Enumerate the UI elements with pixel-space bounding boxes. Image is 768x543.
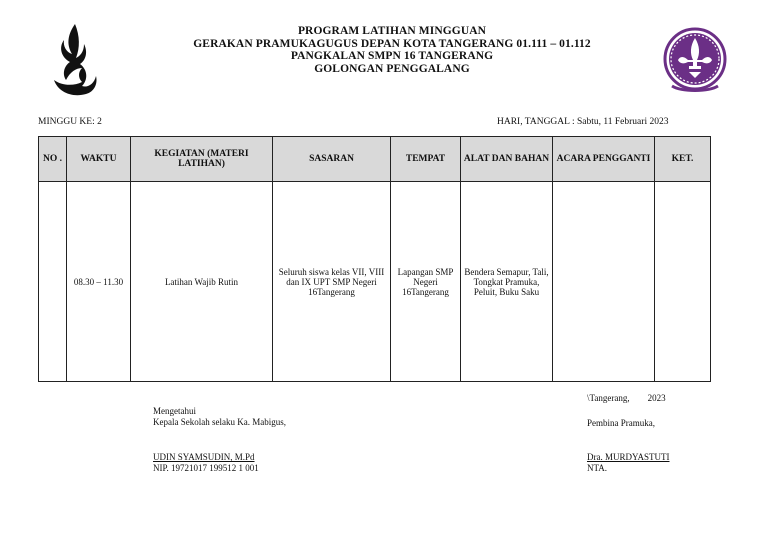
signature-left-id: NIP. 19721017 199512 1 001	[153, 463, 259, 473]
signature-left-name: UDIN SYAMSUDIN, M.Pd	[153, 452, 255, 462]
cell-waktu: 08.30 – 11.30	[67, 182, 131, 382]
week-number: MINGGU KE: 2	[38, 117, 102, 127]
signature-right-id: NTA.	[587, 463, 608, 473]
col-header-no: NO .	[39, 137, 67, 182]
col-header-acara: ACARA PENGGANTI	[553, 137, 655, 182]
schedule-table	[38, 136, 711, 382]
signature-left-label-1: Mengetahui	[153, 406, 196, 416]
signature-left-identity	[153, 452, 259, 474]
header-line-1: PROGRAM LATIHAN MINGGUAN	[297, 25, 487, 37]
col-header-tempat: TEMPAT	[391, 137, 461, 182]
cell-no	[39, 182, 67, 382]
col-header-sasaran: SASARAN	[273, 137, 391, 182]
col-header-waktu: WAKTU	[67, 137, 131, 182]
world-scout-emblem-icon	[662, 26, 728, 98]
header-line-3: PANGKALAN SMPN 16 TANGERANG	[290, 50, 494, 62]
col-header-kegiatan: KEGIATAN (MATERI LATIHAN)	[131, 137, 273, 182]
cell-alat: Bendera Semapur, Tali, Tongkat Pramuka, Peluit, Buku Saku	[461, 182, 553, 382]
cell-tempat: Lapangan SMP Negeri 16Tangerang	[391, 182, 461, 382]
table-row	[39, 182, 711, 382]
signature-left-labels	[153, 406, 286, 428]
header-line-4: GOLONGAN PENGGALANG	[314, 62, 470, 75]
cell-acara	[553, 182, 655, 382]
day-date: HARI, TANGGAL : Sabtu, 11 Februari 2023	[497, 117, 669, 127]
header-line-2: GERAKAN PRAMUKAGUGUS DEPAN KOTA TANGERANG 01.111 – 01.112	[193, 37, 591, 50]
signature-left-label-2: Kepala Sekolah selaku Ka. Mabigus,	[153, 417, 286, 427]
table-header-row	[39, 137, 711, 182]
cell-ket	[655, 182, 711, 382]
col-header-ket: KET.	[655, 137, 711, 182]
document-header	[150, 25, 634, 75]
signature-right-date: \Tangerang, 2023	[587, 393, 666, 403]
col-header-alat: ALAT DAN BAHAN	[461, 137, 553, 182]
tunas-kelapa-emblem-icon	[48, 22, 102, 102]
signature-right-name: Dra. MURDYASTUTI	[587, 452, 670, 462]
signature-right-identity	[587, 452, 670, 474]
cell-sasaran: Seluruh siswa kelas VII, VIII dan IX UPT SMP Negeri 16Tangerang	[273, 182, 391, 382]
signature-right-role: Pembina Pramuka,	[587, 418, 655, 428]
cell-kegiatan: Latihan Wajib Rutin	[131, 182, 273, 382]
